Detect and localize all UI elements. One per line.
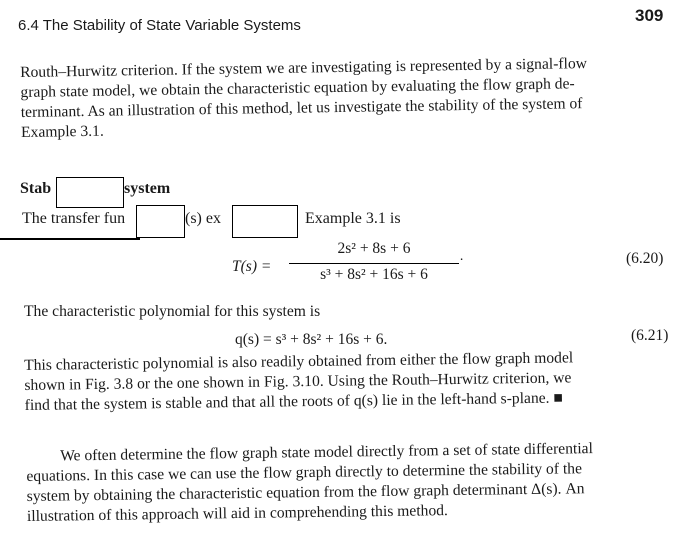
page-number: 309: [635, 6, 664, 25]
heading-fragment: system: [124, 180, 171, 197]
equation-number: (6.21): [631, 327, 669, 344]
intro-paragraph: [20, 54, 588, 143]
section-header: 6.4 The Stability of State Variable Systems: [18, 17, 301, 34]
fraction-bar: [289, 263, 459, 264]
polynomial-intro: The characteristic polynomial for this system is: [24, 303, 321, 320]
text-line: system by obtaining the characteristic equation from the flow graph determinant Δ(s). An: [26, 480, 585, 505]
scan-rule: [0, 238, 140, 240]
stability-paragraph: [24, 348, 574, 416]
text-line: terminant. As an illustration of this method, let us investigate the stability of the system of: [20, 95, 583, 121]
equation-number: (6.20): [626, 250, 664, 267]
text-line: Routh–Hurwitz criterion. If the system we are investigating is represented by a signal-flow: [20, 55, 588, 81]
characteristic-polynomial-equation: q(s) = s³ + 8s² + 16s + 6.: [235, 331, 388, 348]
text-line: We often determine the flow graph state model directly from a set of state differential: [60, 440, 593, 465]
text-line: This characteristic polynomial is also readily obtained from either the flow graph model: [24, 349, 574, 374]
redaction-box: [232, 205, 298, 238]
text-line: graph state model, we obtain the characteristic equation by evaluating the flow graph de-: [20, 75, 575, 101]
text-fragment: The transfer fun: [22, 210, 126, 227]
text-line: equations. In this case we can use the flow graph directly to determine the stability of the: [26, 460, 583, 485]
fraction-numerator: 2s² + 8s + 6: [337, 240, 411, 257]
text-fragment: Example 3.1 is: [305, 210, 401, 227]
text-line: find that the system is stable and that all the roots of q(s) lie in the left-hand s-plane. ■: [24, 389, 563, 414]
redaction-box: [56, 177, 124, 208]
text-line: Example 3.1.: [20, 122, 104, 141]
redaction-box: [136, 205, 185, 238]
fraction-denominator: s³ + 8s² + 16s + 6: [320, 266, 428, 283]
flow-graph-paragraph: [26, 439, 594, 527]
text-line: shown in Fig. 3.8 or the one shown in Fig. 3.10. Using the Routh–Hurwitz criterion, we: [24, 369, 572, 394]
heading-fragment: Stab: [20, 180, 52, 197]
text-fragment: (s) ex: [185, 210, 221, 227]
transfer-function-fraction: [289, 240, 459, 286]
text-line: illustration of this approach will aid in comprehending this method.: [26, 502, 449, 525]
equation-lhs: T(s) =: [232, 258, 272, 275]
equation-punctuation: ˙: [459, 256, 465, 273]
